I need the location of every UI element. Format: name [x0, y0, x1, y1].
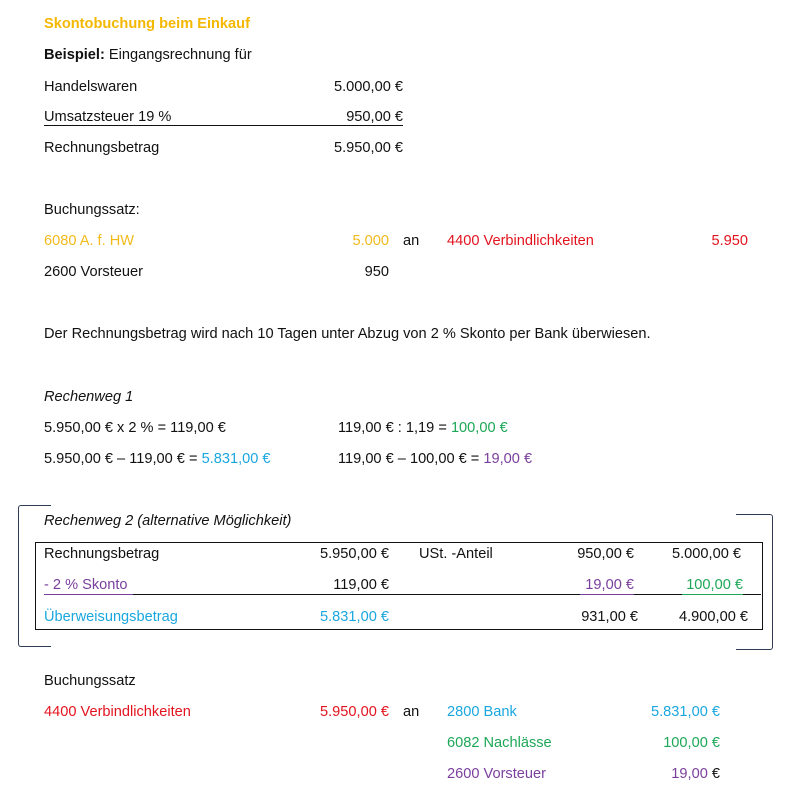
table-ust-amount: 950,00 € — [577, 546, 634, 562]
table-net-amount: 4.900,00 € — [679, 609, 748, 625]
booking1-credit-amount: 5.950 — [711, 233, 748, 249]
example-row-amount: 5.000,00 € — [334, 79, 403, 95]
booking1-heading: Buchungssatz: — [44, 202, 140, 218]
booking2-credit-amount: 5.831,00 € — [651, 704, 720, 720]
booking2-heading: Buchungssatz — [44, 673, 136, 689]
booking2-credit-account: 2600 Vorsteuer — [447, 766, 546, 782]
booking2-credit-account: 2800 Bank — [447, 704, 517, 720]
rechenweg1-heading: Rechenweg 1 — [44, 389, 134, 405]
page-title: Skontobuchung beim Einkauf — [44, 16, 250, 32]
table-row-amount: 119,00 € — [333, 577, 389, 593]
example-row-amount: 5.950,00 € — [334, 140, 403, 156]
table-row-amount: 5.950,00 € — [320, 546, 389, 562]
example-text: Eingangsrechnung für — [104, 47, 252, 63]
example-row-amount: 950,00 € — [346, 109, 403, 125]
booking1-debit-account: 6080 A. f. HW — [44, 233, 135, 249]
table-ust-label: USt. -Anteil — [419, 546, 493, 562]
table-row-label: Rechnungsbetrag — [44, 546, 160, 562]
example-row-label: Rechnungsbetrag — [44, 140, 160, 156]
example-label: Beispiel: — [44, 47, 105, 63]
example-row-label: Handelswaren — [44, 79, 138, 95]
booking2-debit-account: 4400 Verbindlichkeiten — [44, 704, 191, 720]
booking1-debit-amount: 950 — [364, 264, 389, 280]
booking2-credit-account: 6082 Nachlässe — [447, 735, 552, 751]
booking2-debit-amount: 5.950,00 € — [320, 704, 389, 720]
example-row-label: Umsatzsteuer 19 % — [44, 109, 172, 125]
table-row-label: - 2 % Skonto — [44, 577, 128, 593]
amount-currency: € — [707, 766, 720, 782]
calc-expression: 5.950,00 € – 119,00 € = — [44, 451, 202, 467]
calc-result-discount: 100,00 € — [450, 420, 508, 436]
booking2-credit-amount — [600, 764, 720, 784]
calc-result-transfer: 5.831,00 € — [201, 451, 271, 467]
table-net-amount: 5.000,00 € — [672, 546, 741, 562]
calc-line: 5.950,00 € x 2 % = 119,00 € — [44, 420, 226, 436]
table-row-label: Überweisungsbetrag — [44, 609, 178, 625]
calc-line — [44, 449, 271, 469]
calc-line — [338, 449, 532, 469]
calc-expression: 119,00 € : 1,19 = — [338, 420, 451, 436]
booking1-an: an — [403, 233, 420, 249]
table-net-amount: 100,00 € — [686, 577, 743, 593]
booking2-credit-amount: 100,00 € — [663, 735, 720, 751]
booking2-an: an — [403, 704, 420, 720]
table-ust-amount: 19,00 € — [585, 577, 634, 593]
booking1-debit-amount: 5.000 — [352, 233, 389, 249]
booking1-debit-account: 2600 Vorsteuer — [44, 264, 143, 280]
table-row-amount: 5.831,00 € — [320, 609, 389, 625]
calc-line — [338, 418, 508, 438]
payment-statement: Der Rechnungsbetrag wird nach 10 Tagen unter Abzug von 2 % Skonto per Bank überwiesen. — [44, 326, 651, 342]
table-ust-amount: 931,00 € — [581, 609, 638, 625]
amount-value: 19,00 — [671, 766, 708, 782]
calc-result-tax: 19,00 € — [483, 451, 533, 467]
rechenweg2-heading: Rechenweg 2 (alternative Möglichkeit) — [44, 513, 292, 529]
sum-underline — [44, 125, 403, 126]
booking1-credit-account: 4400 Verbindlichkeiten — [447, 233, 594, 249]
calc-expression: 119,00 € – 100,00 € = — [338, 451, 484, 467]
example-intro — [44, 45, 252, 65]
